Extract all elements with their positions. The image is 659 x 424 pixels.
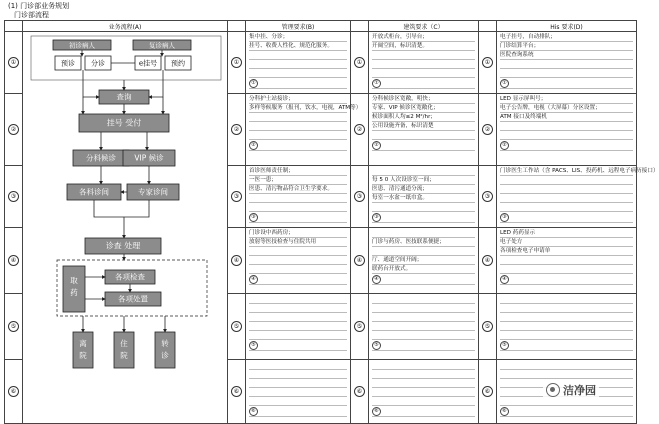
requirement-line: 门诊医生工作站（含 PACS、LIS、投药机、远程电子病历接口） [500,168,659,174]
section-heading: (1) 门诊部业务规划 [8,2,70,10]
requirement-line: ⑤ [372,341,475,351]
requirement-line: 电子公告牌，电视（大屏幕）分区设置； [500,105,633,113]
watermark-text: 洁净园 [563,384,596,397]
requirement-line [500,70,633,78]
vip-waiting-box [123,150,175,166]
requirement-line [372,248,475,256]
row-number: ② [479,94,497,166]
requirement-line: 电子挂号，自动排队； [500,34,633,42]
e-register-box [135,56,161,70]
row-number: ④ [5,228,23,294]
requirement-line [500,305,633,313]
row-number: ② [228,94,246,166]
requirement-line [249,332,347,340]
pre-triage-box [55,56,81,70]
requirement-line: 候诊面积人均≤2 M²/hr； [372,114,475,122]
register-accept-box [79,114,169,132]
requirement-line [249,380,347,388]
requirement-line [372,305,475,313]
requirement-line [249,204,347,212]
requirement-line: 挂号、收费人性化、规范化服务。 [249,43,347,51]
transfer-box-label: 转 [161,339,169,348]
requirement-line [372,52,475,60]
row-number: ④ [351,228,369,294]
requirement-line: ② [372,141,475,151]
inquiry-box [99,90,149,104]
leave-hospital-box-label: 离 [79,339,87,348]
requirement-line: ATM 接口及终端机 [500,114,633,122]
expert-clinic-box-label: 专家诊间 [138,187,168,197]
requirement-line: 分科护士站接诊； [249,96,347,104]
requirement-line [249,296,347,304]
flow-connector [83,70,99,97]
flow-connector [94,200,149,217]
column-header-management: 管理要求(B) [246,21,351,32]
requirement-line [500,61,633,69]
row-number: ⑥ [351,360,369,424]
requirement-cell-b [246,294,351,360]
requirement-cell-b [246,360,351,424]
requirement-line: 开放式柜台，引导台； [372,34,475,42]
requirement-cell-c [369,294,479,360]
requirement-line: ② [249,141,347,151]
appointment-box-label: 预约 [171,59,185,68]
row-number: ⑤ [351,294,369,360]
requirement-line [372,168,475,176]
outpatient-planning-table [4,20,659,424]
requirement-line [372,389,475,397]
row-number: ⑤ [5,294,23,360]
requirement-line: 联药台开放式。 [372,266,475,274]
requirement-line: ① [249,79,347,89]
requirement-line: 专家、VIP 候诊区宽敞化； [372,105,475,113]
requirement-cell-d [497,94,637,166]
requirement-line [249,362,347,370]
transfer-box [155,332,175,368]
requirement-line [249,52,347,60]
register-accept-box-label: 挂号 受付 [106,118,142,128]
requirement-line [249,132,347,140]
requirement-line [372,70,475,78]
requirement-line [249,195,347,203]
requirement-line: 首诊医师责任制； [249,168,347,176]
requirement-cell-b [246,228,351,294]
requirement-line [500,362,633,370]
requirement-line: 门诊与药房、医技联系便捷； [372,239,475,247]
lab-check-box [105,270,155,284]
admit-hospital-box-label: 院 [120,351,128,360]
requirement-cell-b [246,166,351,228]
requirement-line [500,314,633,322]
table-header-row [5,21,637,32]
requirement-line: 医患、清污通道分流； [372,186,475,194]
row-number: ⑥ [228,360,246,424]
table-row [5,32,637,94]
section-subheading: 门诊部流程 [14,11,49,19]
requirement-line [372,61,475,69]
requirement-line [372,230,475,238]
triage-box-label: 分诊 [91,59,105,68]
requirement-cell-c [369,228,479,294]
requirement-line: ④ [372,275,475,285]
requirement-cell-c [369,360,479,424]
requirement-line [500,266,633,274]
requirement-cell-c [369,166,479,228]
flow-connector [149,70,163,97]
requirement-line [372,296,475,304]
requirement-line: ⑥ [500,407,633,417]
row-number: ④ [479,228,497,294]
requirement-cell-b [246,32,351,94]
appointment-box [165,56,191,70]
requirement-line: LED 显示屏叫号； [500,96,633,104]
requirement-line [249,371,347,379]
requirement-line: 一医一患； [249,177,347,185]
requirement-line: 分科候诊区宽敞，明快； [372,96,475,104]
requirement-line [500,257,633,265]
row-number: ① [351,32,369,94]
requirement-line: ① [372,79,475,89]
diagnosis-box [85,238,161,254]
requirement-line [372,380,475,388]
requirement-line: ⑥ [249,407,347,417]
requirement-line [249,61,347,69]
requirement-line [500,186,633,194]
row-number: ③ [228,166,246,228]
requirement-cell-d [497,166,659,228]
requirement-cell-c [369,94,479,166]
requirement-line: 开阔空间，标识清楚。 [372,43,475,51]
e-register-box-label: e挂号 [138,59,158,68]
requirement-line: ① [500,79,633,89]
requirement-line [249,123,347,131]
dept-waiting-box-label: 分科候诊 [86,153,116,163]
requirement-line: ③ [372,213,475,223]
admit-hospital-box-label: 住 [120,339,128,348]
requirement-line [500,296,633,304]
requirement-line [249,389,347,397]
row-number: ③ [479,166,497,228]
requirement-line: 每室一水盆一纸巾盒。 [372,195,475,203]
return-patient-box [133,40,191,50]
triage-box [85,56,111,70]
requirement-line [249,70,347,78]
requirement-line [249,398,347,406]
wechat-icon [546,383,560,397]
pre-triage-box-label: 预诊 [61,59,75,68]
requirement-line: 集中挂、分诊； [249,34,347,42]
requirement-line: ③ [500,213,633,223]
requirement-line [500,132,633,140]
requirement-line: ⑤ [249,341,347,351]
requirement-line [249,323,347,331]
treatment-box-label: 各项处置 [118,294,148,304]
requirement-line [372,332,475,340]
requirement-line: ③ [249,213,347,223]
row-number: ② [5,94,23,166]
row-number: ① [228,32,246,94]
row-number: ⑥ [479,360,497,424]
requirement-line [249,314,347,322]
requirement-line [372,132,475,140]
leave-hospital-box [73,332,93,368]
requirement-line: 公用设施齐备，标识清楚 [372,123,475,131]
row-number: ⑥ [5,360,23,424]
requirement-cell-c [369,32,479,94]
column-header-his: His 要求(D) [497,21,637,32]
requirement-line [372,204,475,212]
requirement-line: 各项检查电子申请单 [500,248,633,256]
requirement-line [500,195,633,203]
requirement-line [500,398,633,406]
requirement-line [372,314,475,322]
row-number: ③ [351,166,369,228]
dept-clinic-box-label: 各科诊间 [79,187,109,197]
requirement-line: 医院查询系统 [500,52,633,60]
initial-patient-box-label: 初诊病人 [69,41,95,50]
business-flow-diagram [23,32,228,410]
requirement-cell-d [497,294,637,360]
return-patient-box-label: 复诊病人 [149,41,175,50]
requirement-line: 医患、清污物品符合卫生学要求。 [249,186,347,194]
initial-patient-box [53,40,111,50]
requirement-line: 电子处方 [500,239,633,247]
requirement-line: ② [500,141,633,151]
row-number: ③ [5,166,23,228]
row-number: ② [351,94,369,166]
requirement-line: ④ [500,275,633,285]
flow-cell [23,32,228,424]
requirement-line: ④ [249,275,347,285]
requirement-cell-d [497,228,637,294]
requirement-line [500,177,633,185]
dept-waiting-box [73,150,129,166]
pharmacy-box-label: 取 [70,276,78,285]
requirement-cell-b [246,94,362,166]
requirement-line: ⑤ [500,341,633,351]
admit-hospital-box [114,332,134,368]
leave-hospital-box-label: 院 [79,351,87,360]
treatment-box [105,292,161,306]
watermark [543,381,599,399]
requirement-line [500,323,633,331]
requirement-line: LED 药药显示 [500,230,633,238]
vip-waiting-box-label: VIP 候诊 [134,153,164,163]
row-number: ① [5,32,23,94]
inquiry-box-label: 查询 [116,92,132,102]
requirement-cell-d [497,32,637,94]
column-header-building: 建筑要求（C） [369,21,479,32]
row-number: ① [479,32,497,94]
requirement-line [249,266,347,274]
pharmacy-box-label: 药 [70,288,78,297]
requirement-line [249,114,347,122]
requirement-line: ⑥ [372,407,475,417]
requirement-line [249,248,347,256]
row-number: ④ [228,228,246,294]
diagnosis-box-label: 诊查 处理 [105,241,141,251]
requirement-line: 每 5 0 人次设诊室一间； [372,177,475,185]
dept-clinic-box [67,184,121,200]
transfer-box-label: 诊 [161,351,169,360]
requirement-line: 门诊设中西药房； [249,230,347,238]
expert-clinic-box [127,184,179,200]
requirement-line [249,305,347,313]
requirement-line: 多样等候服务（报刊，饮水，电视，ATM等） [249,105,362,111]
requirement-line: 放射等医技检查与住院共用 [249,239,347,247]
row-number: ⑤ [479,294,497,360]
requirement-line [372,398,475,406]
requirement-line: 门诊结算平台； [500,43,633,51]
requirement-line [500,332,633,340]
requirement-line [500,371,633,379]
row-number: ⑤ [228,294,246,360]
column-header-flow: 业务流程(A) [23,21,228,32]
requirement-line [500,123,633,131]
requirement-line: 厅、通道空间开阔； [372,257,475,265]
requirement-line [372,362,475,370]
requirement-line [372,371,475,379]
requirement-line [249,257,347,265]
lab-check-box-label: 各项检查 [115,272,145,282]
requirement-line [500,204,633,212]
requirement-line [372,323,475,331]
